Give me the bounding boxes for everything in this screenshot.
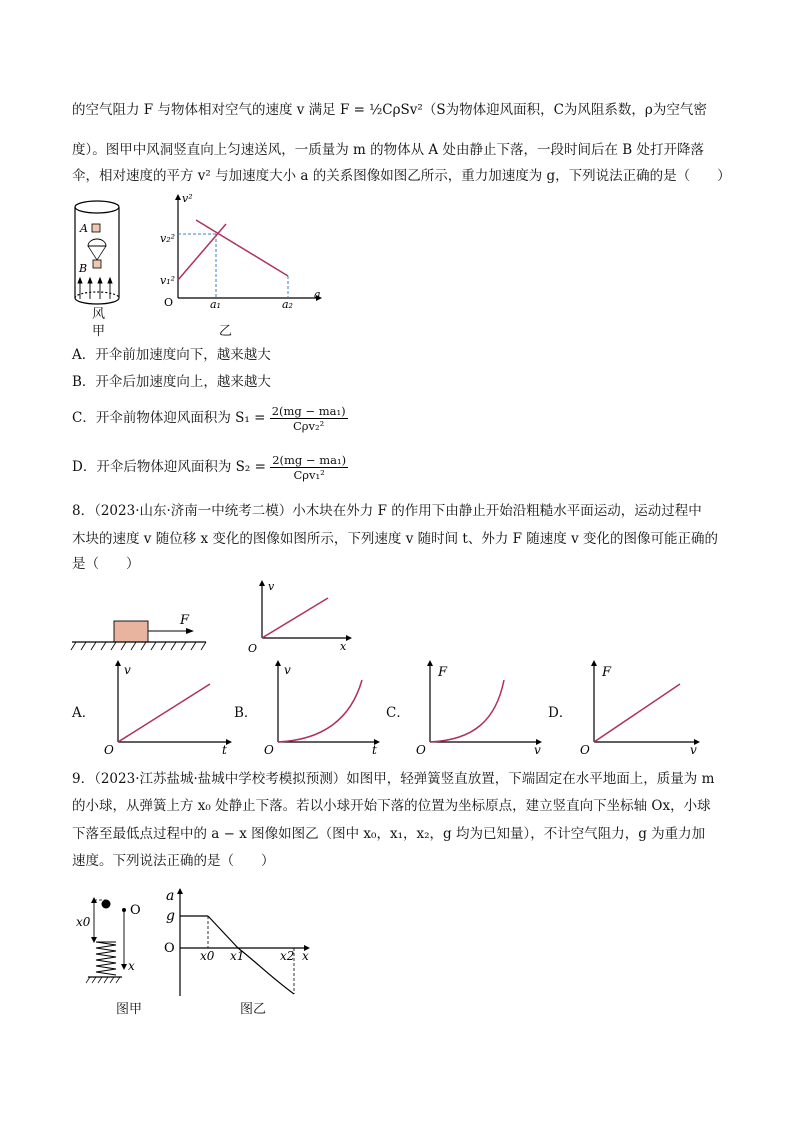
opt-b-y-label: v: [284, 663, 291, 677]
q7-option-d[interactable]: [72, 453, 348, 482]
q8-line-2: 木块的速度 v 随位移 x 变化的图像如图所示，下列速度 v 随时间 t、外力 F 随速度 v 变化的图像可能正确的: [72, 531, 718, 547]
spring-x-label: x: [128, 959, 135, 973]
q9-line-4: 速度。下列说法正确的是（ ）: [72, 853, 275, 869]
q8-option-d-graph[interactable]: [576, 660, 716, 756]
main-graph-x-label: x: [340, 640, 347, 653]
q8-option-c-graph[interactable]: [412, 660, 552, 756]
fig-jia-caption: 甲: [92, 324, 106, 339]
fig-yi-caption: 乙: [219, 324, 233, 339]
opt-c-x-label: v: [534, 743, 541, 757]
fig-jia-label-B: B: [79, 262, 88, 275]
fig-jia-label-A: A: [80, 222, 88, 235]
q7-option-c-prefix: C．开伞前物体迎风面积为 S₁ =: [72, 410, 266, 426]
yi-origin-label: O: [164, 296, 174, 309]
ax-graph-g-label: g: [166, 908, 175, 924]
q7-option-c-denominator: Cρv₂²: [292, 419, 325, 433]
wind-tunnel-figure: [70, 198, 130, 316]
main-graph-y-label: v: [268, 580, 275, 593]
spring-figure: [76, 896, 156, 990]
opt-b-origin: O: [264, 743, 274, 757]
q8-option-a-graph[interactable]: [100, 660, 240, 756]
opt-d-x-label: v: [690, 743, 697, 757]
q7-line-2: 度）。图甲中风洞竖直向上匀速送风，一质量为 m 的物体从 A 处由静止下落，一段时间后在 B 处打开降落: [72, 142, 704, 158]
q7-option-c-numerator: 2(mg − ma₁): [271, 404, 346, 418]
q7-option-d-denominator: Cρv₁²: [293, 468, 325, 482]
opt-a-x-label: t: [222, 743, 227, 757]
q8-option-a-letter[interactable]: A．: [72, 705, 96, 721]
opt-d-origin: O: [580, 743, 590, 757]
q7-option-d-numerator: 2(mg − ma₁): [272, 453, 347, 467]
q8-option-d-letter[interactable]: D．: [548, 705, 573, 721]
opt-d-y-label: F: [602, 665, 612, 680]
q8-option-b-graph[interactable]: [260, 660, 388, 756]
ax-graph-x2-label: x2: [280, 949, 295, 963]
q7-option-c[interactable]: [72, 404, 348, 433]
opt-b-x-label: t: [372, 743, 377, 757]
v2-a-graph: [158, 194, 328, 312]
q8-line-1: 8．（2023·山东·济南一中统考二模）小木块在外力 F 的作用下由静止开始沿粗糙水平面运动，运动过程中: [72, 503, 702, 519]
fig-jia-wind-label: 风: [92, 307, 106, 322]
yi-v1-label: v₁²: [160, 274, 176, 287]
opt-a-y-label: v: [124, 663, 131, 677]
ax-graph-caption: 图乙: [240, 1002, 267, 1017]
block-force-label: F: [180, 613, 190, 628]
opt-a-origin: O: [104, 743, 114, 757]
ax-graph-x-label: x: [302, 949, 309, 963]
spring-figure-caption: 图甲: [116, 1002, 143, 1017]
ax-graph-x1-label: x1: [230, 949, 245, 963]
opt-c-origin: O: [416, 743, 426, 757]
q7-option-c-fraction: [270, 404, 348, 433]
q9-line-3: 下落至最低点过程中的 a − x 图像如图乙（图中 x₀，x₁，x₂，g 均为已知量），不计空气阻力，g 为重力加: [72, 826, 706, 842]
yi-y-axis-label: v²: [182, 192, 193, 205]
q8-line-3: 是（ ）: [72, 556, 140, 572]
opt-c-y-label: F: [438, 665, 448, 680]
q9-line-1: 9．（2023·江苏盐城·盐城中学校考模拟预测）如图甲，轻弹簧竖直放置，下端固定在水平地面上，质量为 m: [72, 771, 715, 787]
block-on-ground-figure: [70, 612, 210, 662]
q8-option-c-letter[interactable]: C．: [386, 705, 410, 721]
yi-a2-label: a₂: [282, 298, 293, 311]
a-x-graph: [160, 884, 320, 1000]
ax-graph-o-label: O: [164, 941, 175, 956]
spring-x0-label: x0: [76, 915, 91, 929]
yi-a1-label: a₁: [210, 298, 221, 311]
q7-option-a[interactable]: A．开伞前加速度向下，越来越大: [72, 347, 271, 363]
ax-graph-x0-label: x0: [200, 949, 215, 963]
q9-line-2: 的小球，从弹簧上方 x₀ 处静止下落。若以小球开始下落的位置为坐标原点，建立竖直向下坐标轴 Ox，小球: [72, 798, 711, 814]
yi-v2-label: v₂²: [160, 232, 176, 245]
ax-graph-a-label: a: [166, 888, 175, 904]
spring-o-label: O: [130, 903, 141, 918]
yi-x-axis-label: a: [314, 288, 321, 301]
q8-option-b-letter[interactable]: B．: [234, 705, 258, 721]
q7-option-d-prefix: D．开伞后物体迎风面积为 S₂ =: [72, 459, 266, 475]
q7-line-3: 伞，相对速度的平方 v² 与加速度大小 a 的关系图像如图乙所示，重力加速度为 g，下列说法正确的是（ ）: [72, 168, 731, 184]
q7-option-d-fraction: [270, 453, 348, 482]
q7-option-b[interactable]: B．开伞后加速度向上，越来越大: [72, 374, 271, 390]
q7-line-1: 的空气阻力 F 与物体相对空气的速度 v 满足 F = ½CρSv²（S为物体迎风面积，C为风阻系数，ρ为空气密: [72, 102, 707, 118]
v-x-graph: [248, 580, 358, 656]
main-graph-origin: O: [248, 642, 258, 655]
